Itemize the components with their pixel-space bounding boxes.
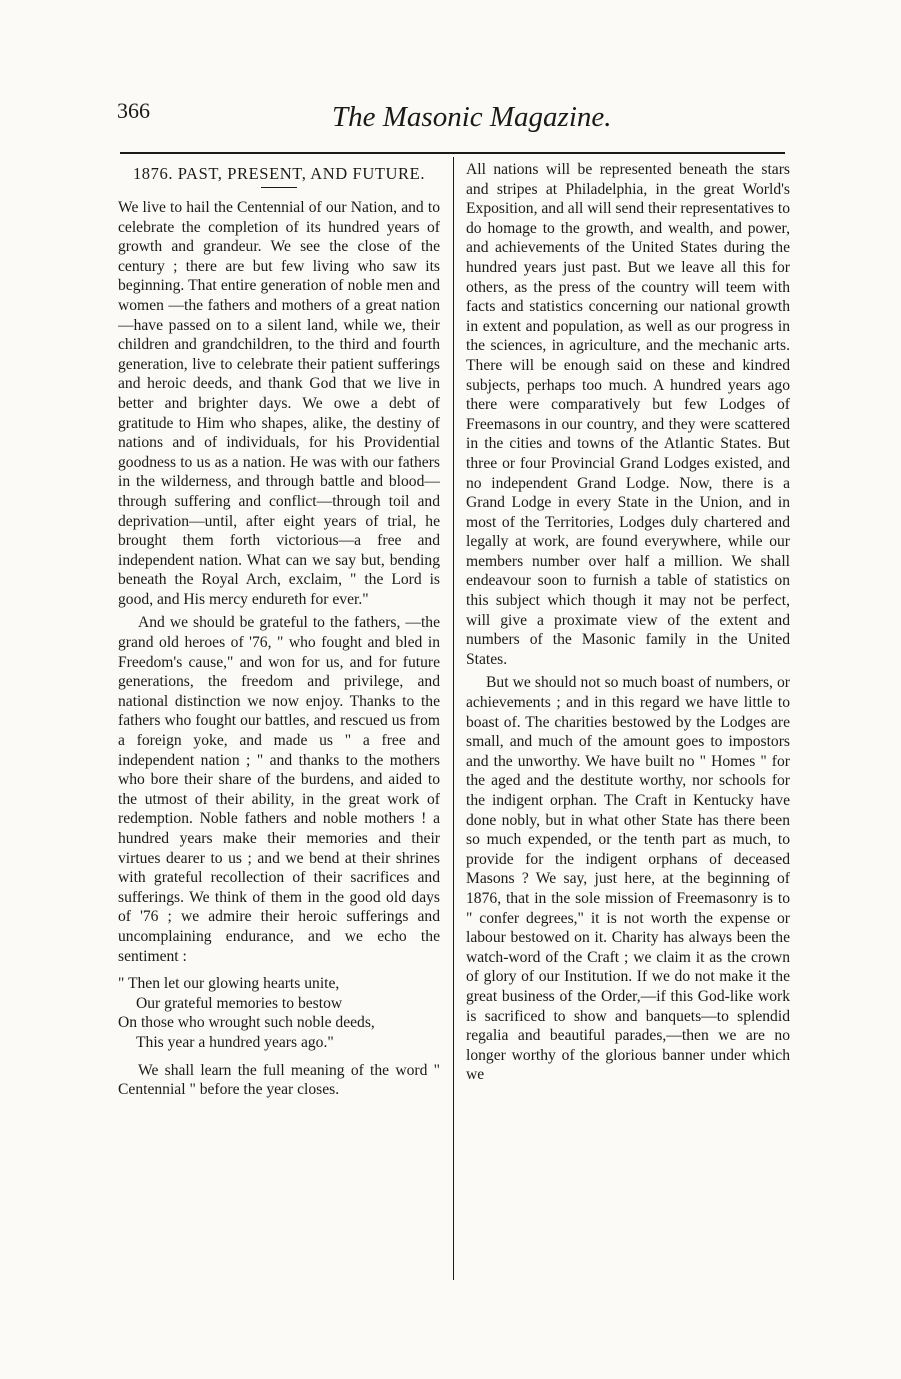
paragraph: And we should be grateful to the fathers, —the grand old heroes of '76, " who fought and bled in Freedom's cause," and won for us, and for future generations, the freedom and privilege, and national distinction we now enjoy. Thanks to the fathers who fought our battles, and rescued us from a foreign yoke, and made us " a free and independent nation ; " and thanks to the mothers who bore their share of the burdens, and aided to the utmost of their ability, in the great work of redemption. Noble fathers and noble mothers ! a hundred years make their memories and their virtues dearer to us ; and we bend at their shrines with grateful recollection of their sacrifices and sufferings. We think of them in the good old days of '76 ; we admire their heroic sufferings and uncomplaining endurance, and we echo the sentiment : bbox=[118, 614, 440, 965]
left-column bbox=[118, 160, 440, 1280]
page-number: 366 bbox=[117, 98, 150, 123]
running-head-title: The Masonic Magazine. bbox=[332, 101, 612, 133]
verse bbox=[118, 974, 440, 1052]
paragraph: We shall learn the full meaning of the word " Centennial " before the year closes. bbox=[118, 1061, 440, 1099]
verse-line: Our grateful memories to bestow bbox=[136, 994, 343, 1012]
paragraph: All nations will be represented beneath the stars and stripes at Philadelphia, in the great World's Exposition, and all will send their representatives to do homage to the growth, and wealth, and power, and achievements of the United States during the hundred years just past. But we leave all this for others, as the press of the country will teem with facts and statistics concerning our national growth in extent and population, as well as our progress in the sciences, in agriculture, and the mechanic arts. There will be enough said on these and kindred subjects, perhaps too much. A hundred years ago there were comparatively but few Lodges of Freemasons in our country, and they were scattered in the cities and towns of the Atlantic States. But three or four Provincial Grand Lodges existed, and no independent Grand Lodge. Now, there is a Grand Lodge in every State in the Union, and in most of the Territories, Lodges duly chartered and legally at work, are found everywhere, while our members number over half a million. We shall endeavour soon to furnish a table of statistics on this subject which though it may not be perfect, will give a proximate view of the extent and numbers of the Masonic family in the United States. bbox=[466, 161, 790, 668]
verse-line: On those who wrought such noble deeds, bbox=[118, 1014, 375, 1032]
verse-line: " Then let our glowing hearts unite, bbox=[118, 975, 340, 993]
title-rule bbox=[261, 187, 297, 188]
verse-line: This year a hundred years ago." bbox=[136, 1033, 334, 1051]
right-column bbox=[466, 160, 790, 1280]
article-title: 1876. PAST, PRESENT, AND FUTURE. bbox=[132, 164, 426, 183]
column-divider bbox=[453, 157, 454, 1280]
paragraph: But we should not so much boast of numbers, or achievements ; and in this regard we have little to boast of. The charities bestowed by the Lodges are small, and much of the amount goes to impostors and the unworthy. We have built no " Homes " for the aged and the destitute worthy, nor schools for the indigent orphan. The Craft in Kentucky have done nobly, but in what other State has there been so much expended, or the tenth part as much, to provide for the indigent orphans of deceased Masons ? We say, just here, at the beginning of 1876, that in the sole mission of Freemasonry is to " confer degrees," it is not worth the expense or labour bestowed on it. Charity has always been the watch-word of the Craft ; we claim it as the crown of glory of our Institution. If we do not make it the great business of the Order,—if this God-like work is sacrificed to show and banquets—to splendid regalia and beautiful parades,—then we are no longer worthy of the glorious banner under which we bbox=[466, 674, 790, 1084]
paragraph: We live to hail the Centennial of our Nation, and to celebrate the completion of its hundred years of growth and grandeur. We see the close of the century ; there are but few living who saw its beginning. That entire generation of noble men and women —the fathers and mothers of a great nation —have passed on to a silent land, while we, their children and grandchildren, to the third and fourth generation, live to celebrate their patient sufferings and heroic deeds, and thank God that we live in better and brighter days. We owe a debt of gratitude to Him who shapes, alike, the destiny of nations and of individuals, for his Providential goodness to us as a nation. He was with our fathers in the wilderness, and through battle and blood—through suffering and conflict—through toil and deprivation—until, after eight years of trial, he brought them forth victorious—a free and independent nation. What can we say but, bending beneath the Royal Arch, exclaim, " the Lord is good, and His mercy endureth for ever." bbox=[118, 199, 440, 608]
header-rule bbox=[120, 152, 785, 154]
